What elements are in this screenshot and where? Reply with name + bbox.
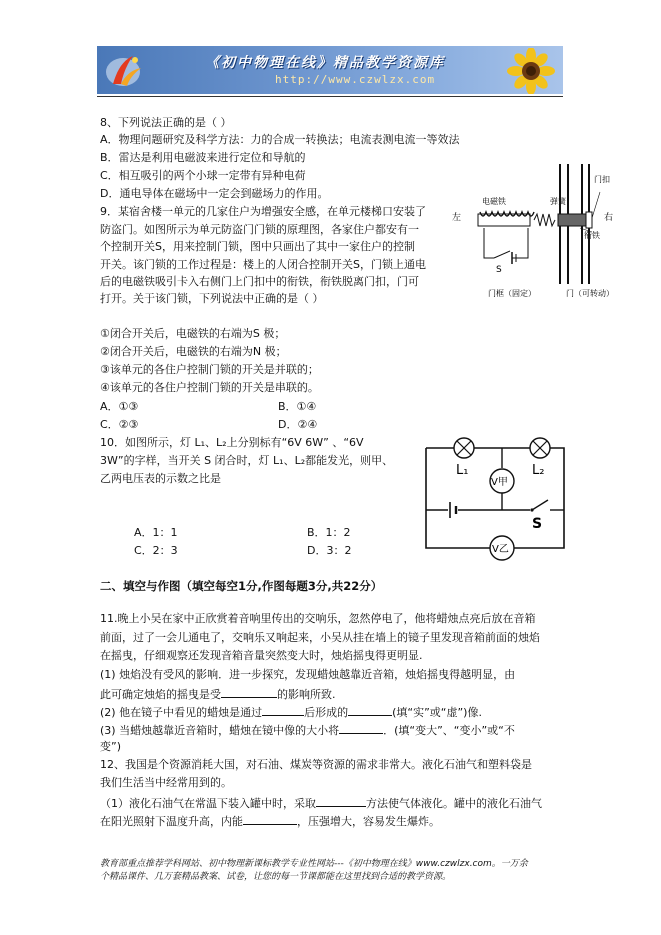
q12-blank-2[interactable] (243, 813, 297, 825)
circuit-diagram (420, 432, 570, 564)
q11-blank-1[interactable] (221, 686, 277, 698)
q9-option-b: B．①④ (278, 400, 317, 413)
q9-statement-3: ③该单元的各住户控制门锁的开关是并联的； (100, 363, 319, 376)
sunflower-icon (495, 48, 559, 94)
q9-line-6: 打开。关于该门锁，下列说法中正确的是（ ） (100, 292, 324, 305)
q9-line-2: 防盗门。如图所示为单元防盗门门锁的原理图，各家住户都安有一 (100, 223, 419, 236)
q11-part-1b (100, 686, 336, 702)
site-url[interactable]: http://www.czwlzx.com (275, 73, 436, 86)
q9-option-c: C．②③ (100, 418, 139, 431)
q12-part-1b-post: ，压强增大，容易发生爆炸。 (297, 815, 440, 828)
q12-part-1-post: 方法使气体液化。罐中的液化石油气 (366, 797, 542, 810)
q9-statement-2: ②闭合开关后，电磁铁的右端为N 极； (100, 345, 287, 358)
site-logo-icon (103, 50, 147, 90)
q9-line-5: 后的电磁铁吸引卡入右侧门上门扣中的衔铁，衔铁脱离门扣，门可 (100, 275, 419, 288)
q9-option-d: D．②④ (278, 418, 318, 431)
diagram-label-door-catch: 门扣 (594, 175, 610, 184)
q9-line-3: 个控制开关S，用来控制门锁，图中只画出了其中一家住户的控制 (100, 240, 415, 253)
footer-line-2: 个精品课件、几万套精品教案、试卷，让您的每一节课都能在这里找到合适的教学资源。 (100, 872, 452, 882)
diagram-label-right: 右 (604, 213, 614, 223)
q8-option-b: B．雷达是利用电磁波来进行定位和导航的 (100, 151, 306, 164)
diagram-label-door: 门（可转动） (566, 289, 614, 298)
q10-option-b: B．1：2 (307, 526, 351, 539)
q11-part-2-pre: (2) 他在镜子中看见的蜡烛是通过 (100, 706, 263, 719)
q9-option-a: A．①③ (100, 400, 139, 413)
q12-line-1: 12、我国是个资源消耗大国，对石油、煤炭等资源的需求非常大。液化石油气和塑料袋是 (100, 758, 532, 771)
q9-statement-4: ④该单元的各住户控制门锁的开关是串联的。 (100, 381, 319, 394)
q11-part-3 (100, 722, 515, 738)
q10-option-c: C．2：3 (134, 544, 178, 557)
q8-option-a: A．物理问题研究及科学方法：力的合成一转换法；电流表测电流一等效法 (100, 133, 460, 146)
q8-stem: 8、下列说法正确的是（ ） (100, 116, 232, 129)
lamp-l1-label: L₁ (456, 463, 469, 478)
q11-line-3: 在摇曳，仔细观察还发现音箱音量突然变大时，烛焰摇曳得更明显. (100, 649, 423, 662)
voltmeter-yi-label: V乙 (492, 544, 509, 555)
section-2-heading: 二、填空与作图（填空每空1分,作图每题3分,共22分） (100, 579, 383, 593)
q11-blank-3[interactable] (348, 704, 392, 716)
q11-line-1: 11.晚上小吴在家中正欣赏着音响里传出的交响乐，忽然停电了，他将蜡烛点亮后放在音箱 (100, 612, 536, 625)
q8-option-d: D．通电导体在磁场中一定会到磁场力的作用。 (100, 187, 329, 200)
q12-part-1-pre: （1）液化石油气在常温下装入罐中时，采取 (100, 797, 316, 810)
q11-part-1b-post: 的影响所致. (277, 688, 336, 701)
q12-part-1 (100, 795, 542, 811)
diagram-label-electromagnet: 电磁铁 (482, 197, 506, 206)
q11-part-1a: (1) 烛焰没有受风的影响．进一步探究，发现蜡烛越靠近音箱，烛焰摇曳得越明显，由 (100, 668, 516, 681)
q12-part-1b-pre: 在阳光照射下温度升高，内能 (100, 815, 243, 828)
q11-part-3-cont: 变”) (100, 740, 121, 753)
q8-option-c: C．相互吸引的两个小球一定带有异种电荷 (100, 169, 306, 182)
q11-part-3-pre: (3) 当蜡烛越靠近音箱时，蜡烛在镜中像的大小将 (100, 724, 340, 737)
q11-part-1b-pre: 此可确定烛焰的摇曳是受 (100, 688, 221, 701)
q10-line-1: 10．如图所示，灯 L₁、L₂上分别标有“6V 6W” 、“6V (100, 436, 364, 449)
q11-blank-4[interactable] (339, 722, 383, 734)
diagram-label-armature: 衔铁 (584, 231, 600, 240)
q10-line-2: 3W”的字样，当开关 S 闭合时，灯 L₁、L₂都能发光，则甲、 (100, 454, 394, 467)
diagram-label-switch: S (496, 265, 502, 275)
footer-line-1: 教育部重点推荐学科网站、初中物理新课标教学专业性网站---《初中物理在线》www.czwlzx.com。一万余 (100, 859, 528, 869)
q11-part-2 (100, 704, 482, 720)
q11-blank-2[interactable] (262, 704, 304, 716)
diagram-label-frame: 门框（固定） (488, 289, 536, 298)
q12-line-2: 我们生活当中经常用到的。 (100, 776, 232, 789)
q11-part-3-post: ．(填“变大”、“变小”或“不 (383, 724, 515, 737)
q11-part-2-mid: 后形成的 (304, 706, 349, 719)
lamp-l2-label: L₂ (532, 463, 545, 478)
diagram-label-left: 左 (452, 213, 462, 223)
q12-blank-1[interactable] (316, 795, 366, 807)
q10-line-3: 乙两电压表的示数之比是 (100, 472, 221, 485)
q10-option-a: A．1：1 (134, 526, 178, 539)
header-banner (97, 46, 563, 94)
door-lock-diagram (448, 152, 618, 300)
q11-part-2-post: (填“实”或“虚”)像. (392, 706, 482, 719)
q9-line-4: 开关。该门锁的工作过程是：楼上的人闭合控制开关S，门锁上通电 (100, 258, 426, 271)
q9-line-1: 9．某宿舍楼一单元的几家住户为增强安全感，在单元楼梯口安装了 (100, 205, 426, 218)
header-rule (97, 96, 563, 97)
circuit-switch-label: S (532, 516, 543, 532)
voltmeter-jia-label: V甲 (491, 477, 508, 488)
q12-part-1b (100, 813, 440, 829)
q10-option-d: D．3：2 (307, 544, 352, 557)
q9-statement-1: ①闭合开关后，电磁铁的右端为S 极； (100, 327, 286, 340)
diagram-label-spring: 弹簧 (550, 197, 566, 206)
q11-line-2: 前面，过了一会儿通电了，交响乐又响起来，小吴从挂在墙上的镜子里发现音箱前面的烛焰 (100, 631, 540, 644)
site-title: 《初中物理在线》精品教学资源库 (205, 55, 445, 71)
